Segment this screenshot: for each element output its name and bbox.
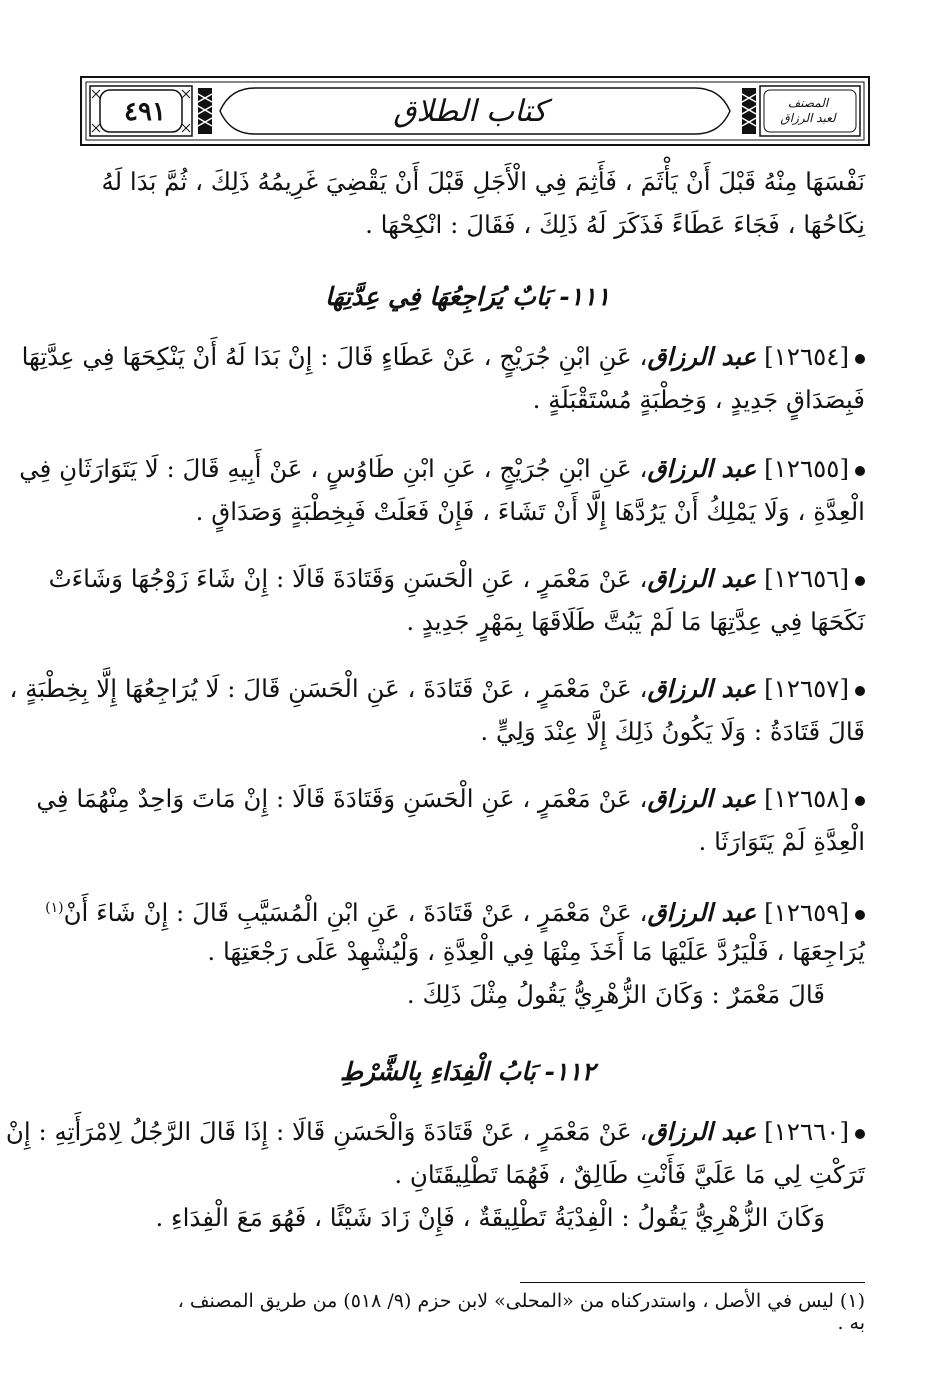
narrator: عبد الرزاق [647, 342, 757, 371]
section-heading-112: ١١٢- بَابُ الْفِدَاءِ بِالشَّرْطِ [339, 1057, 596, 1086]
hadith-12658 [36, 777, 865, 863]
hadith-number: [١٢٦٥٧] [764, 674, 849, 703]
text-line: ، عَنْ مَعْمَرٍ ، عَنْ قَتَادَةَ ، عَنِ ابْنِ الْمُسَيَّبِ قَالَ : إِنْ شَاءَ أَنْ [63, 898, 648, 928]
narrator: عبد الرزاق [647, 898, 757, 928]
text-line: الْعِدَّةِ ، وَلَا يَمْلِكُ أَنْ يَرُدَّهَا إِلَّا أَنْ تَشَاءَ ، فَإِنْ فَعَلَتْ فَبِخِطْبَةٍ وَصَدَاقٍ . [195, 497, 865, 526]
narrator: عبد الرزاق [647, 1117, 757, 1146]
hadith-12660 [5, 1110, 865, 1239]
text-line: ، عَنِ ابْنِ جُرَيْجٍ ، عَنْ عَطَاءٍ قَالَ : إِنْ بَدَا لَهُ أَنْ يَنْكِحَهَا فِي عِدَّتِهَا [21, 342, 648, 371]
text-line: ، عَنْ مَعْمَرٍ ، عَنِ الْحَسَنِ وَقَتَادَةَ قَالَا : إِنْ شَاءَ زَوْجُهَا وَشَاءَتْ [48, 564, 648, 593]
hadith-number: [١٢٦٥٨] [764, 784, 849, 813]
book-logo [762, 88, 854, 134]
bullet-icon [855, 466, 865, 476]
narrator: عبد الرزاق [647, 454, 757, 483]
bullet-icon [855, 910, 865, 920]
narrator: عبد الرزاق [647, 564, 757, 593]
bullet-icon [855, 576, 865, 586]
footnote-divider [520, 1282, 865, 1283]
hadith-number: [١٢٦٥٦] [764, 564, 849, 593]
text-line: قَالَ قَتَادَةُ : وَلَا يَكُونُ ذَلِكَ إِلَّا عِنْدَ وَلِيٍّ . [480, 717, 865, 746]
text-line: ، عَنْ مَعْمَرٍ ، عَنْ قَتَادَةَ وَالْحَسَنِ قَالَا : إِذَا قَالَ الرَّجُلُ لِامْرَأَتِهِ : إِنْ [5, 1117, 648, 1146]
text-line: ، عَنْ مَعْمَرٍ ، عَنْ قَتَادَةَ ، عَنِ الْحَسَنِ قَالَ : لَا يُرَاجِعُهَا إِلَّا بِخِطْبَةٍ ، [9, 674, 648, 703]
hadith-number: [١٢٦٥٥] [764, 454, 849, 483]
hadith-12654 [21, 335, 865, 421]
text-line: نَكَحَهَا فِي عِدَّتِهَا مَا لَمْ يَبُتَّ طَلَاقَهَا بِمَهْرٍ جَدِيدٍ . [406, 607, 865, 636]
logo-line-1: المصنف [787, 96, 829, 110]
text-line: يُرَاجِعَهَا ، فَلْيَرُدَّ عَلَيْهَا مَا أَخَذَ مِنْهَا فِي الْعِدَّةِ ، وَلْيُشْهِدْ عَلَى رَجْعَتِهَا . [207, 937, 865, 966]
hadith-12655 [19, 447, 865, 533]
hadith-12656 [48, 557, 865, 643]
footnote: (١) ليس في الأصل ، واستدركناه من «المحلى» لابن حزم (٩/ ٥١٨) من طريق المصنف ، به . [177, 1290, 865, 1334]
narrator: عبد الرزاق [647, 784, 757, 813]
text-line: قَالَ مَعْمَرٌ : وَكَانَ الزُّهْرِيُّ يَقُولُ مِثْلَ ذَلِكَ . [406, 980, 825, 1009]
logo-line-2: لعبد الرزاق [780, 111, 836, 125]
page-number: ٤٩١ [124, 97, 166, 127]
text-line: نَفْسَهَا مِنْهُ قَبْلَ أَنْ يَأْثَمَ ، فَأَثِمَ فِي الْأَجَلِ قَبْلَ أَنْ يَقْضِيَ غَرِيمُهُ ذَلِكَ ، ثُمَّ بَدَا لَهُ [101, 167, 865, 196]
text-line: نِكَاحُهَا ، فَجَاءَ عَطَاءً فَذَكَرَ لَهُ ذَلِكَ ، فَقَالَ : انْكِحْهَا . [365, 210, 865, 239]
hadith-12659 [45, 887, 865, 1016]
text-line: فَبِصَدَاقٍ جَدِيدٍ ، وَخِطْبَةٍ مُسْتَقْبَلَةٍ . [532, 385, 865, 414]
bullet-icon [855, 686, 865, 696]
bullet-icon [855, 1129, 865, 1139]
bullet-icon [855, 354, 865, 364]
hadith-number: [١٢٦٥٤] [764, 342, 849, 371]
section-heading-111: ١١١- بَابٌ يُرَاجِعُهَا فِي عِدَّتِهَا [325, 282, 610, 311]
book-title: كتاب الطلاق [393, 93, 547, 129]
text-line: وَكَانَ الزُّهْرِيُّ يَقُولُ : الْفِدْيَةُ تَطْلِيقَةٌ ، فَإِنْ زَادَ شَيْئًا ، فَهُوَ مَعَ الْفِدَاءِ . [155, 1203, 825, 1232]
narrator: عبد الرزاق [647, 674, 757, 703]
text-line: ، عَنْ مَعْمَرٍ ، عَنِ الْحَسَنِ وَقَتَادَةَ قَالَا : إِنْ مَاتَ وَاحِدٌ مِنْهُمَا فِي [36, 784, 648, 813]
footnote-marker[interactable]: (١) [45, 900, 64, 916]
hadith-12657 [9, 667, 865, 753]
text-line: تَرَكْتِ لِي مَا عَلَيَّ فَأَنْتِ طَالِقٌ ، فَهُمَا تَطْلِيقَتَانِ . [394, 1160, 865, 1189]
text-line: الْعِدَّةِ لَمْ يَتَوَارَثَا . [698, 827, 865, 856]
text-line: ، عَنِ ابْنِ جُرَيْجٍ ، عَنِ ابْنِ طَاوُسٍ ، عَنْ أَبِيهِ قَالَ : لَا يَتَوَارَثَانِ فِي [19, 454, 648, 483]
intro-paragraph [70, 160, 865, 246]
hadith-number: [١٢٦٥٩] [764, 898, 849, 928]
hadith-number: [١٢٦٦٠] [764, 1117, 849, 1146]
bullet-icon [855, 796, 865, 806]
